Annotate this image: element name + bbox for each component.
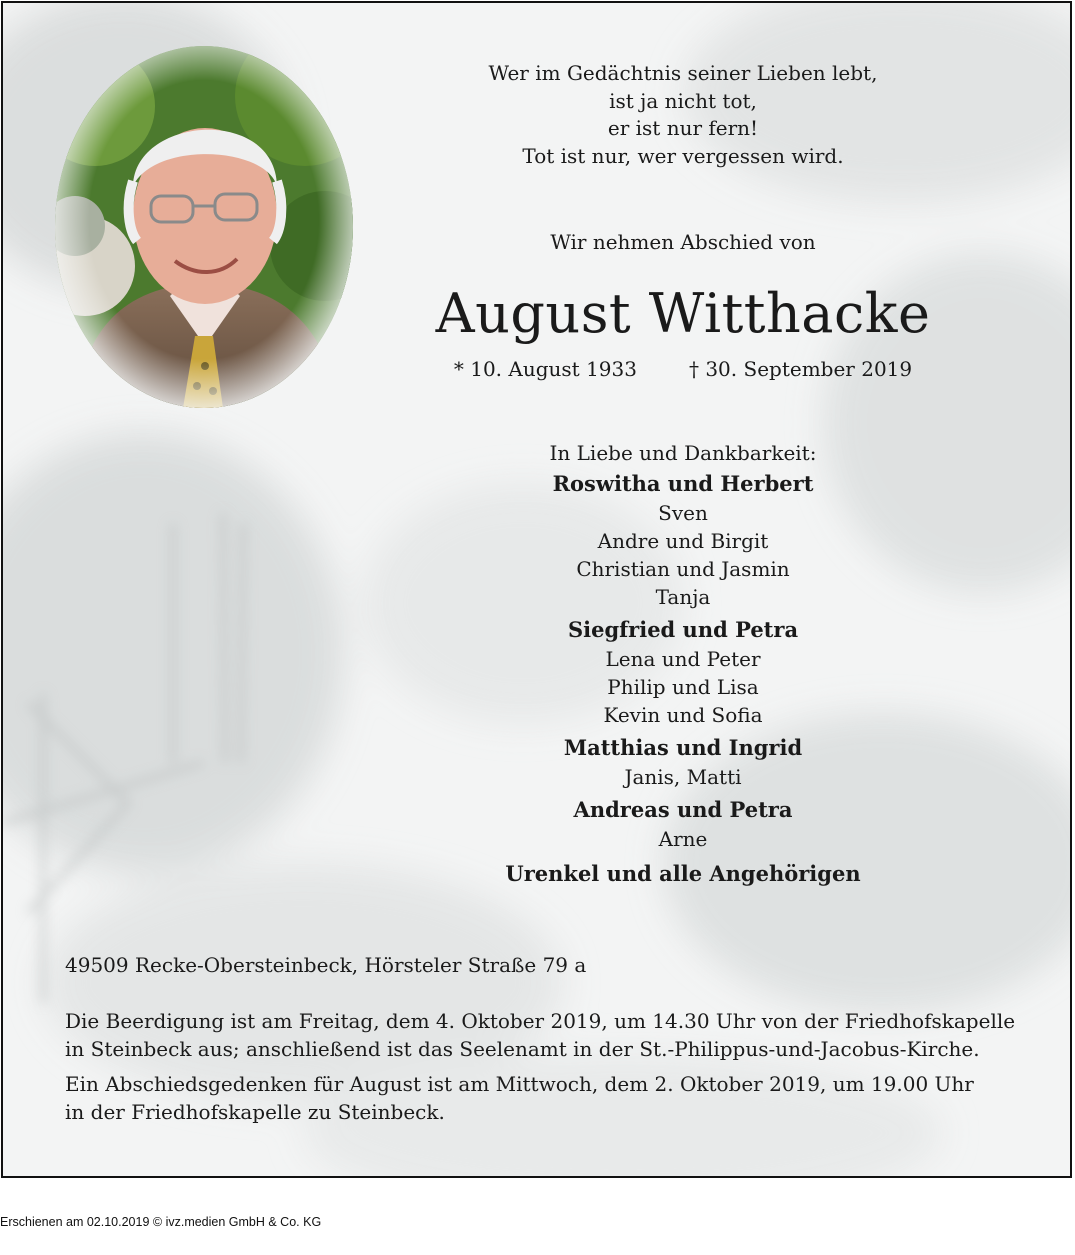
memorial-line: in der Friedhofskapelle zu Steinbeck. <box>65 1100 445 1124</box>
family-list <box>433 439 933 889</box>
poem-line: ist ja nicht tot, <box>609 88 757 113</box>
family-member: Christian und Jasmin <box>576 557 790 581</box>
family-heading: In Liebe und Dankbarkeit: <box>549 441 817 465</box>
poem-line: Tot ist nur, wer vergessen wird. <box>522 143 844 168</box>
family-group-head: Matthias und Ingrid <box>563 735 803 760</box>
family-member: Philip und Lisa <box>607 675 759 699</box>
funeral-notice <box>65 1007 1025 1063</box>
deceased-name: August Witthacke <box>435 282 931 345</box>
birth-date: * 10. August 1933 <box>453 357 637 381</box>
obituary-card <box>1 1 1072 1178</box>
family-member: Tanja <box>655 585 711 609</box>
family-member: Lena und Peter <box>605 647 761 671</box>
mourning-address: 49509 Recke-Obersteinbeck, Hörsteler Straße 79 a <box>65 953 587 977</box>
family-group-head: Andreas und Petra <box>573 797 793 822</box>
poem-line: Wer im Gedächtnis seiner Lieben lebt, <box>488 61 878 85</box>
family-member: Andre und Birgit <box>597 529 769 553</box>
life-dates <box>433 355 933 383</box>
farewell-intro: Wir nehmen Abschied von <box>550 230 816 254</box>
family-member: Janis, Matti <box>624 765 742 789</box>
family-member: Arne <box>658 827 708 851</box>
memorial-line: Ein Abschiedsgedenken für August ist am Mittwoch, dem 2. Oktober 2019, um 19.00 Uhr <box>65 1072 974 1096</box>
poem-line: er ist nur fern! <box>607 116 759 140</box>
family-member: Sven <box>658 501 708 525</box>
family-group-head: Siegfried und Petra <box>567 617 799 642</box>
memorial-poem <box>433 60 933 170</box>
portrait-photo <box>55 46 353 408</box>
memorial-notice <box>65 1070 1025 1126</box>
family-member: Kevin und Sofia <box>603 703 763 727</box>
family-final-line: Urenkel und alle Angehörigen <box>505 861 861 886</box>
family-group-head: Roswitha und Herbert <box>552 471 814 496</box>
funeral-line: in Steinbeck aus; anschließend ist das Seelenamt in der St.-Philippus-und-Jacobus-Kirche. <box>65 1037 980 1061</box>
funeral-line: Die Beerdigung ist am Freitag, dem 4. Oktober 2019, um 14.30 Uhr von der Friedhofskapelle <box>65 1009 1016 1033</box>
death-date: † 30. September 2019 <box>688 357 913 381</box>
publication-footer: Erschienen am 02.10.2019 © ivz.medien GmbH & Co. KG <box>0 1215 322 1229</box>
